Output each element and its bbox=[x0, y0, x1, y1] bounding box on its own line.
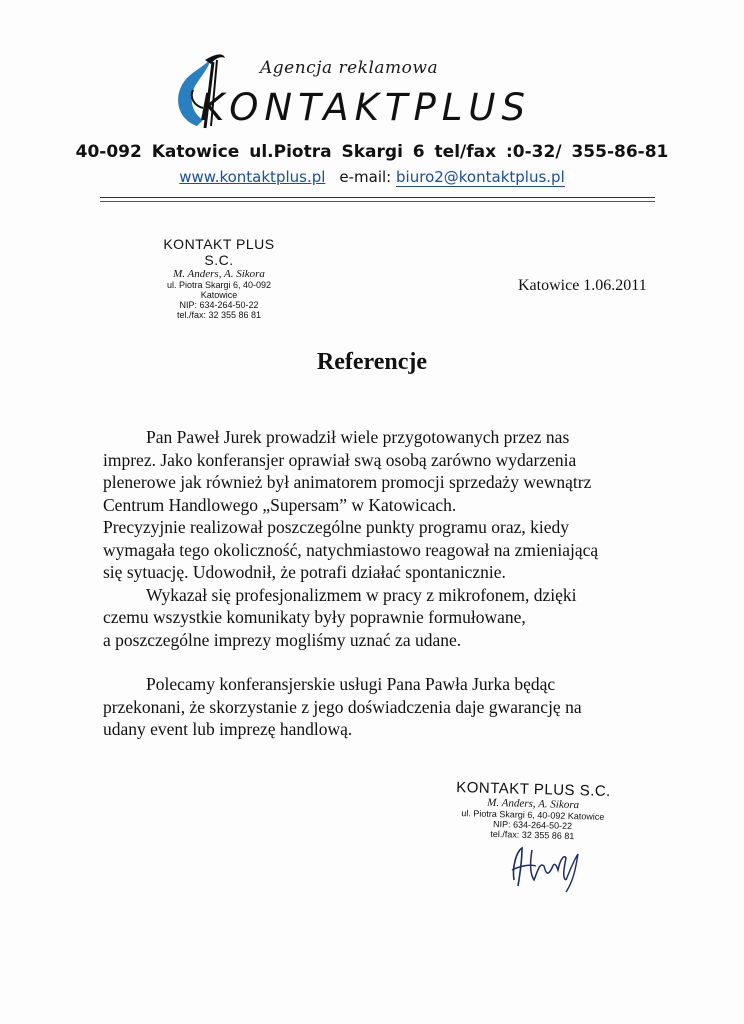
body-line: Pan Paweł Jurek prowadził wiele przygotowanych przez nas bbox=[146, 427, 570, 447]
stamp-street: ul. Piotra Skargi 6, 40-092 Katowice bbox=[461, 808, 605, 822]
stamp-street: ul. Piotra Skargi 6, 40-092 Katowice bbox=[166, 280, 272, 300]
body-line: się sytuację. Udowodnił, że potrafi działać spontanicznie. bbox=[103, 562, 506, 582]
body-line: Polecamy konferansjerskie usługi Pana Pawła Jurka będąc bbox=[146, 674, 556, 694]
company-logo bbox=[165, 48, 615, 133]
email-label: e-mail: bbox=[339, 168, 392, 186]
letterhead-address: 40-092 Katowice ul.Piotra Skargi 6 tel/fax :0-32/ 355-86-81 bbox=[75, 142, 669, 162]
stamp-nip: NIP: 634-264-50-22 bbox=[492, 818, 573, 832]
body-line: a poszczególne imprezy mogliśmy uznać za udane. bbox=[103, 629, 462, 650]
body-line: Wykazał się profesjonalizmem w pracy z mikrofonem, dzięki bbox=[146, 584, 577, 605]
stamp-nip: NIP: 634-264-50-22 bbox=[179, 300, 259, 310]
body-line: imprez. Jako konferansjer oprawiał swą osobą zarówno wydarzenia bbox=[103, 449, 577, 470]
logo-wordmark: KONTAKTPLUS bbox=[200, 86, 531, 129]
body-line: udany event lub imprezę handlową. bbox=[103, 719, 353, 739]
body-line: czemu wszystkie komunikaty były poprawnie formułowane, bbox=[103, 607, 526, 627]
letterhead-contact bbox=[0, 168, 744, 186]
letter-title: Referencje bbox=[316, 349, 428, 375]
body-line: Precyzyjnie realizował poszczególne punkty programu oraz, kiedy bbox=[103, 517, 569, 537]
body-line: Centrum Handlowego „Supersam” w Katowicach. bbox=[103, 494, 457, 515]
stamp-phone: tel./fax: 32 355 86 81 bbox=[176, 310, 262, 320]
letter-date: Katowice 1.06.2011 bbox=[518, 277, 647, 294]
body-line: przekonani, że skorzystanie z jego doświadczenia daje gwarancję na bbox=[103, 696, 582, 717]
website-link[interactable]: www.kontaktplus.pl bbox=[179, 168, 326, 186]
letterhead-divider bbox=[100, 197, 655, 198]
stamp-company: KONTAKT PLUS S.C. bbox=[456, 778, 612, 801]
body-line: wymagała tego okoliczność, natychmiastowo reagował na zmieniającą bbox=[103, 539, 599, 560]
company-stamp-bottom bbox=[447, 779, 618, 842]
stamp-company: KONTAKT PLUS S.C. bbox=[163, 236, 275, 268]
stamp-names: M. Anders, A. Sikora bbox=[173, 268, 265, 280]
stamp-phone: tel./fax: 32 355 86 81 bbox=[490, 828, 575, 842]
letterhead-divider-thin bbox=[100, 201, 655, 202]
logo-tagline: Agencja reklamowa bbox=[260, 58, 439, 78]
stamp-names: M. Anders, A. Sikora bbox=[487, 796, 580, 812]
company-stamp-top bbox=[150, 236, 288, 320]
body-line: plenerowe jak również był animatorem promocji sprzedaży wewnątrz bbox=[103, 472, 592, 492]
email-link[interactable]: biuro2@kontaktplus.pl bbox=[396, 168, 565, 186]
letter-body bbox=[103, 426, 663, 741]
handwritten-signature bbox=[500, 840, 590, 895]
